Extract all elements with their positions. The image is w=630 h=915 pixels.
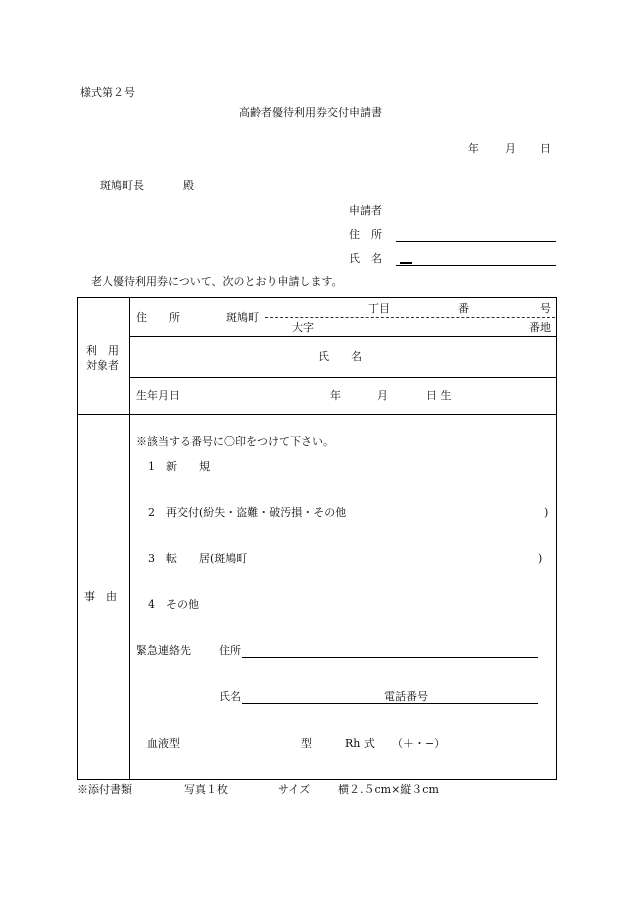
emergency-label: 緊急連絡先 [136,644,191,657]
table-top-border [77,297,557,298]
table-left-border [77,297,78,780]
target-ban: 番 [458,302,469,315]
target-oaza: 大字 [292,321,314,334]
birth-day-label: 日 生 [426,389,452,402]
phone-label: 電話番号 [384,690,428,703]
option-3-number[interactable]: 3 [148,552,155,565]
attachment-size-label: サイズ [278,783,311,796]
target-name-label: 氏 名 [318,350,362,363]
target-town: 斑鳩町 [226,311,259,324]
reason-section-label: 事 由 [84,590,117,603]
applicant-label: 申請者 [349,204,382,217]
target-address-label: 住 所 [136,311,180,324]
birth-label: 生年月日 [136,389,180,402]
attachment-size-value: 横２.５cm×縦３cm [338,783,439,796]
option-2-close-paren: ) [544,506,549,519]
emergency-name-label: 氏名 [219,690,241,703]
target-section-label-1: 利 用 [86,344,119,357]
table-bottom-border [77,779,557,780]
section-divider [77,414,557,415]
applicant-address-label: 住 所 [349,228,382,241]
addressee: 斑鳩町長 [100,179,144,192]
row-divider-address [129,336,557,337]
attachment-photo: 写真１枚 [184,783,228,796]
option-4-text: その他 [166,598,199,611]
target-chome: 丁目 [368,302,390,315]
intro-text: 老人優待利用券について、次のとおり申請します。 [91,275,343,288]
option-1-text: 新 規 [166,460,210,473]
target-banchi: 番地 [529,321,551,334]
option-2-number[interactable]: 2 [148,506,155,519]
table-label-divider [129,297,130,780]
form-title: 高齢者優待利用券交付申請書 [239,106,382,119]
date-day-label: 日 [540,142,551,155]
emergency-address-field[interactable] [242,657,538,658]
option-3-text: 転 居(斑鳩町 [166,552,248,565]
date-month-label: 月 [505,142,516,155]
applicant-name-marker [400,262,412,264]
form-number: 様式第２号 [80,86,135,99]
emergency-address-label: 住所 [219,644,241,657]
applicant-name-field[interactable] [396,265,556,266]
applicant-address-field[interactable] [396,241,556,242]
blood-type-suffix: 型 [301,737,312,750]
birth-year-label: 年 [330,389,341,402]
rh-options[interactable]: （＋・−） [392,737,446,750]
option-4-number[interactable]: 4 [148,598,155,611]
date-year-label: 年 [468,142,479,155]
attachment-label: ※添付書類 [77,783,132,796]
honorific: 殿 [183,179,194,192]
reason-instruction: ※該当する番号に〇印をつけて下さい。 [136,435,334,448]
option-3-close-paren: ) [538,552,543,565]
target-section-label-2: 対象者 [86,359,119,372]
rh-label: Rh 式 [345,737,375,750]
target-go: 号 [540,302,551,315]
address-dashed-divider [265,317,555,318]
row-divider-name [129,377,557,378]
table-right-border [556,297,557,780]
blood-type-label: 血液型 [147,737,180,750]
option-1-number[interactable]: 1 [148,460,155,473]
emergency-name-phone-field[interactable] [242,703,538,704]
option-2-text: 再交付(紛失・盗難・破汚損・その他 [166,506,347,519]
birth-month-label: 月 [377,389,388,402]
applicant-name-label: 氏 名 [349,252,382,265]
